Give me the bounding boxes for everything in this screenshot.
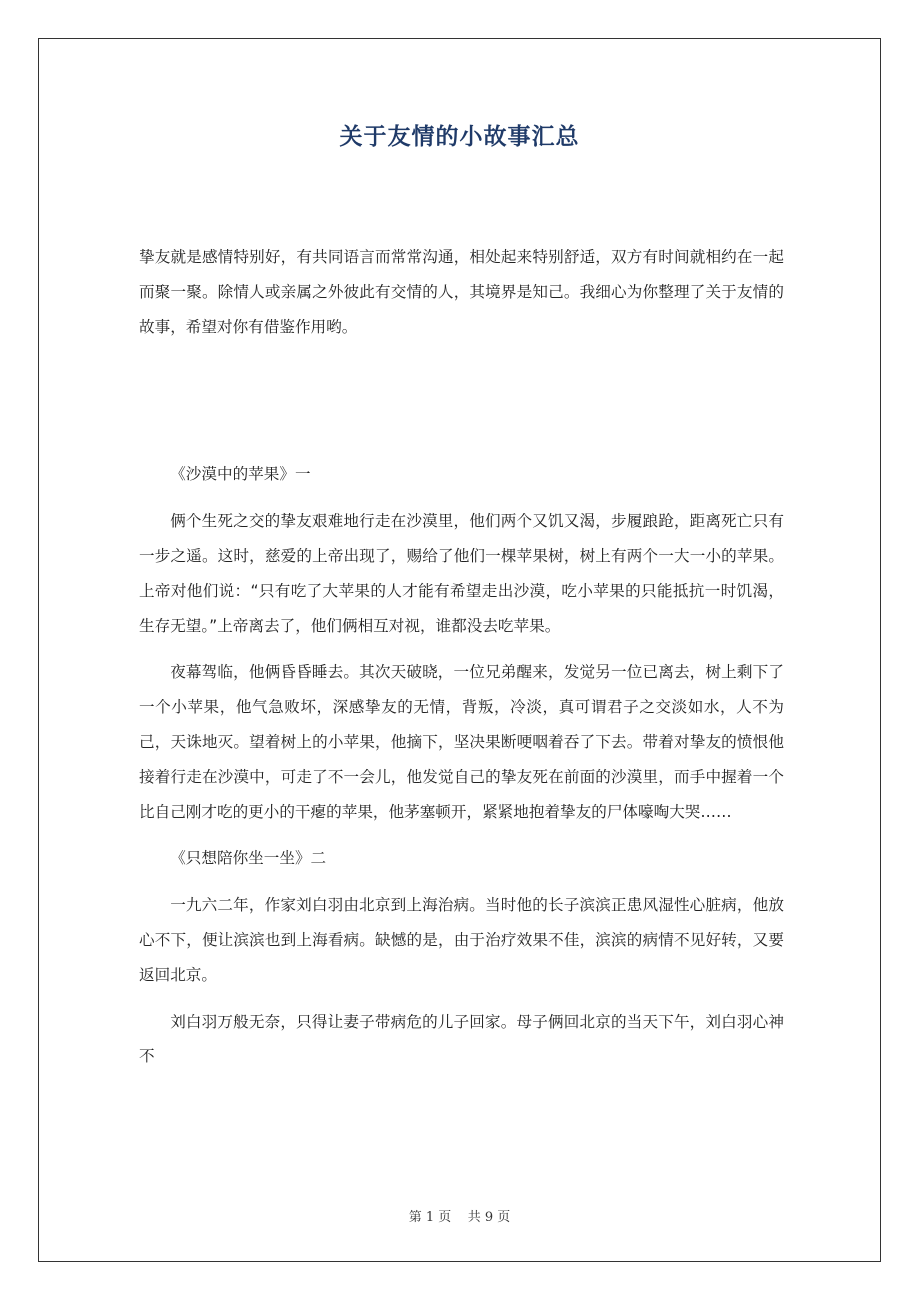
story-heading-sit-with-you: 《只想陪你坐一坐》二 xyxy=(170,849,327,868)
body-paragraph: 一九六二年，作家刘白羽由北京到上海治病。当时他的长子滨滨正患风湿性心脏病，他放心不下，便让滨滨也到上海看病。缺憾的是，由于治疗效果不佳，滨滨的病情不见好转，又要返回北京。 xyxy=(139,896,784,984)
body-paragraph: 夜幕驾临，他俩昏昏睡去。其次天破晓，一位兄弟醒来，发觉另一位已离去，树上剩下了一个小苹果，他气急败坏，深感挚友的无情，背叛，冷淡，真可谓君子之交淡如水，人不为己，天诛地灭。望着树上的小苹果，他摘下，坚决果断哽咽着吞了下去。带着对挚友的愤恨他接着行走在沙漠中，可走了不一会儿，他发觉自己的挚友死在前面的沙漠里，而手中握着一个比自己刚才吃的更小的干瘪的苹果，他茅塞顿开，紧紧地抱着挚友的尸体嚎啕大哭…… xyxy=(139,663,784,821)
body-paragraph: 刘白羽万般无奈，只得让妻子带病危的儿子回家。母子俩回北京的当天下午，刘白羽心神不 xyxy=(139,1012,784,1066)
document-body xyxy=(139,240,784,1086)
story-heading-desert-apple: 《沙漠中的苹果》一 xyxy=(170,465,311,484)
intro-paragraph: 挚友就是感情特别好，有共同语言而常常沟通，相处起来特别舒适，双方有时间就相约在一起而聚一聚。除情人或亲属之外彼此有交情的人，其境界是知己。我细心为你整理了关于友情的故事，希望对你有借鉴作用哟。 xyxy=(139,248,784,336)
page-number-footer xyxy=(38,1206,881,1225)
body-paragraph: 俩个生死之交的挚友艰难地行走在沙漠里，他们两个又饥又渴，步履踉跄，距离死亡只有一步之遥。这时，慈爱的上帝出现了，赐给了他们一棵苹果树，树上有两个一大一小的苹果。上帝对他们说：“只有吃了大苹果的人才能有希望走出沙漠，吃小苹果的只能抵抗一时饥渴，生存无望。”上帝离去了，他们俩相互对视，谁都没去吃苹果。 xyxy=(139,512,784,635)
document-title: 关于友情的小故事汇总 xyxy=(339,124,580,150)
page-number-label: 第 1 页 共 9 页 xyxy=(408,1210,511,1225)
